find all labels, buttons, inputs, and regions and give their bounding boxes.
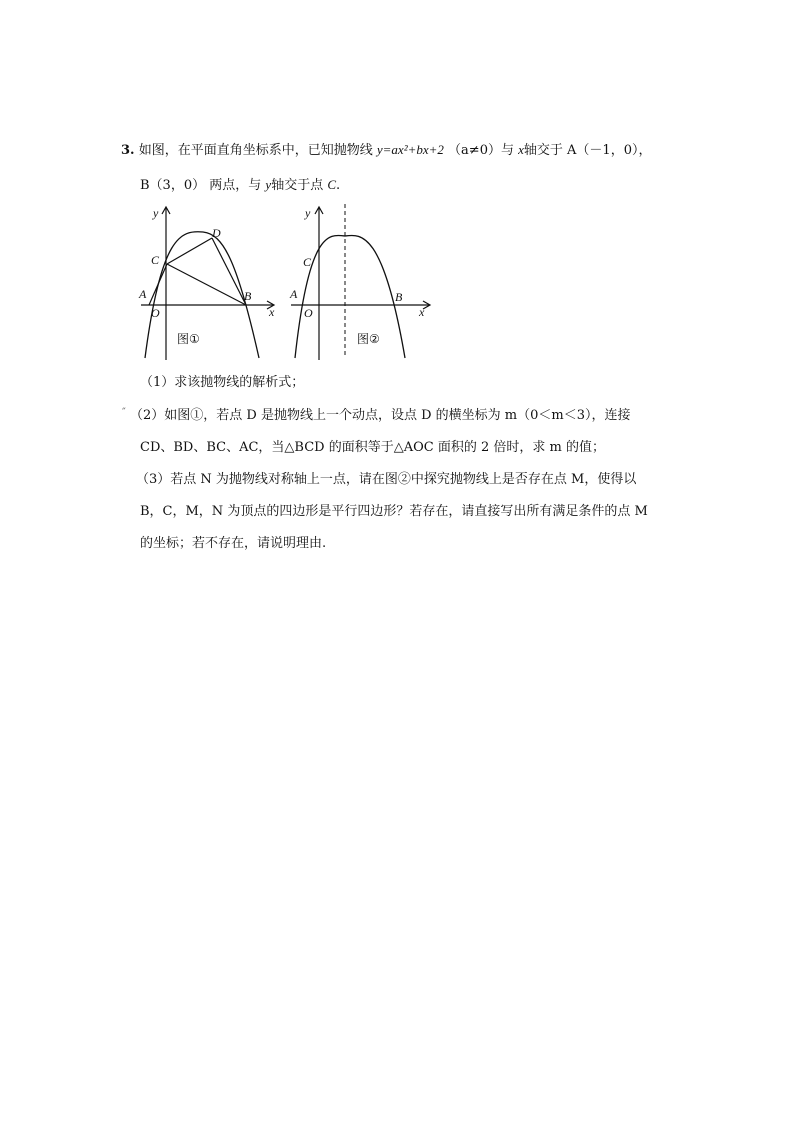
stem-end: .	[336, 178, 341, 193]
stem-axis-y: y	[265, 177, 272, 192]
figure-2	[283, 200, 433, 360]
figure-2-label-x: x	[419, 305, 425, 319]
part-2-line-2: CD、BD、BC、AC，当△BCD 的面积等于△AOC 面积的 2 倍时，求 m 的值；	[140, 440, 605, 455]
part-1: （1）求该抛物线的解析式；	[140, 375, 305, 390]
figure-2-parabola	[295, 235, 405, 358]
question-stem-line-1	[121, 141, 651, 160]
figure-1-label-a: A	[139, 287, 147, 301]
figure-1-label-c: C	[151, 253, 160, 267]
figure-1-label-b: B	[244, 289, 252, 303]
figure-1-label-o: O	[151, 306, 160, 320]
figure-1-parabola	[145, 232, 259, 358]
figure-1-caption: 图①	[177, 332, 200, 346]
part-2-mark: ˝	[121, 408, 126, 419]
figure-2-label-b: B	[395, 290, 403, 304]
part-3-line-1: （3）若点 N 为抛物线对称轴上一点，请在图②中探究抛物线上是否存在点 M，使得以	[136, 472, 637, 487]
part-3-line-3: 的坐标；若不存在，请说明理由.	[140, 536, 327, 551]
figure-1-graph	[133, 200, 283, 360]
figure-1-label-x: x	[269, 305, 275, 319]
figure-2-label-c: C	[303, 255, 312, 269]
figure-1	[133, 200, 283, 360]
stem-equation: y=ax²+bx+2	[376, 142, 444, 157]
figure-2-label-o: O	[304, 306, 313, 320]
stem-point-a: A（－1，0），	[567, 143, 652, 158]
question-stem-line-2	[140, 176, 340, 195]
figure-2-label-a: A	[290, 287, 298, 301]
part-3-line-2: B，C，M，N 为顶点的四边形是平行四边形？若存在，请直接写出所有满足条件的点 M	[140, 504, 648, 519]
segment-cd	[167, 238, 212, 264]
figure-2-label-y: y	[305, 206, 311, 220]
stem-text-2: 轴交于点	[271, 178, 324, 193]
stem-axis-x: x	[518, 142, 524, 157]
stem-point-c: C	[327, 177, 337, 192]
stem-suffix: 轴交于	[523, 143, 563, 158]
figure-1-label-d: D	[212, 226, 221, 240]
figure-1-label-y: y	[153, 206, 159, 220]
part-2-line-1: （2）如图①，若点 D 是抛物线上一个动点，设点 D 的横坐标为 m（0＜m＜3），连接	[130, 408, 631, 423]
question-number: 3.	[121, 143, 135, 158]
figure-2-graph	[283, 200, 433, 360]
stem-point-b: B（3，0）	[140, 178, 206, 193]
stem-text-1: 两点，与	[209, 178, 262, 193]
segment-bd	[212, 238, 246, 305]
segment-ac	[149, 264, 167, 305]
stem-prefix: 如图，在平面直角坐标系中，已知抛物线	[138, 143, 373, 158]
stem-condition: （a≠0）与	[448, 143, 514, 158]
segment-bc	[167, 264, 246, 305]
figure-2-caption: 图②	[357, 332, 380, 346]
